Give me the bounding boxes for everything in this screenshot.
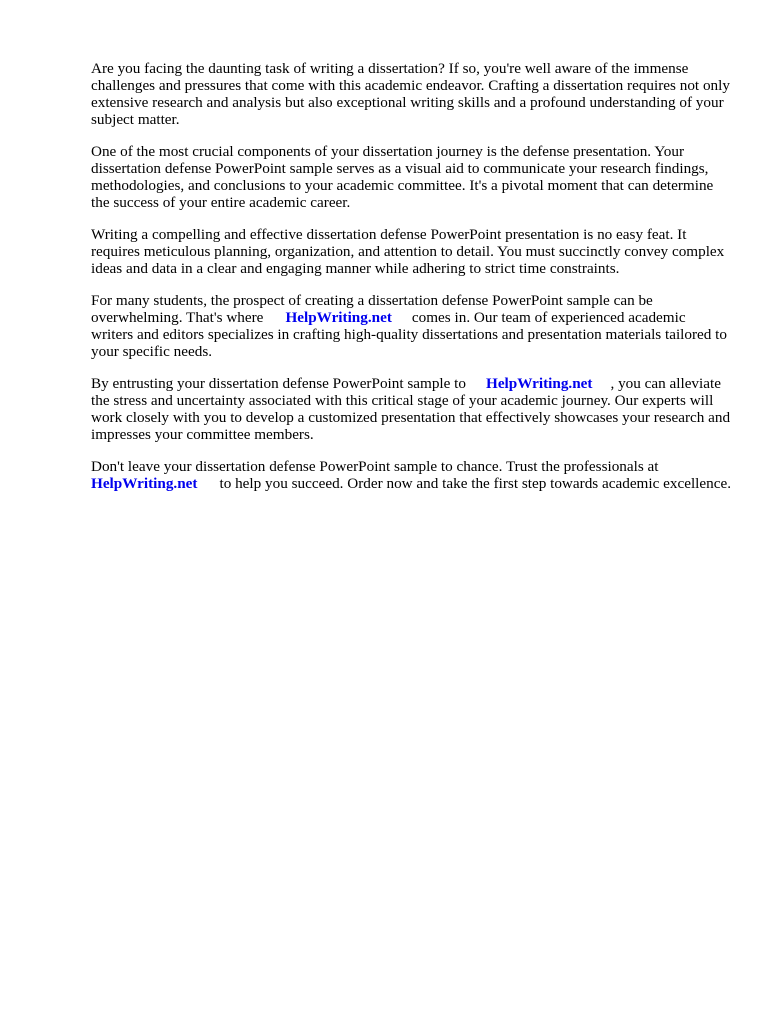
paragraph-text-after: to help you succeed. Order now and take the first step towards academic excellence.: [219, 475, 731, 492]
paragraph-writing-challenge: Writing a compelling and effective dissertation defense PowerPoint presentation is no easy feat. It requires meticulous planning, organization, and attention to detail. You must succinctly convey complex ideas and data in a clear and engaging manner while adhering to strict time constraints.: [91, 226, 725, 277]
helpwriting-link[interactable]: HelpWriting.net: [285, 309, 392, 326]
paragraph-call-to-action: [91, 458, 731, 492]
paragraph-text-before: For many students, the prospect of creating a dissertation defense PowerPoint sample can be overwhelming. That's where: [91, 292, 653, 326]
helpwriting-link[interactable]: HelpWriting.net: [486, 375, 593, 392]
paragraph-text-after: comes in. Our team of experienced academic writers and editors specializes in crafting high-quality dissertations and presentation materials tailored to your specific needs.: [91, 309, 727, 360]
paragraph-defense-presentation: One of the most crucial components of your dissertation journey is the defense presentation. Your dissertation defense PowerPoint sample serves as a visual aid to communicate your research findings, methodologies, and conclusions to your academic committee. It's a pivotal moment that can determine the success of your entire academic career.: [91, 143, 714, 211]
paragraph-text-after: , you can alleviate the stress and uncertainty associated with this critical stage of your academic journey. Our experts will work closely with you to develop a customized presentation that effectively showcases your research and impresses your committee members.: [91, 375, 731, 443]
paragraph-text-before: Don't leave your dissertation defense PowerPoint sample to chance. Trust the professionals at: [91, 458, 659, 475]
paragraph-entrusting: [91, 375, 731, 443]
paragraph-service-intro: [91, 292, 731, 360]
helpwriting-link[interactable]: HelpWriting.net: [91, 475, 198, 492]
document-page: [91, 60, 731, 507]
paragraph-intro: Are you facing the daunting task of writing a dissertation? If so, you're well aware of the immense challenges and pressures that come with this academic endeavor. Crafting a dissertation requires not only extensive research and analysis but also exceptional writing skills and a profound understanding of your subject matter.: [91, 60, 730, 128]
paragraph-text-before: By entrusting your dissertation defense PowerPoint sample to: [91, 375, 466, 392]
